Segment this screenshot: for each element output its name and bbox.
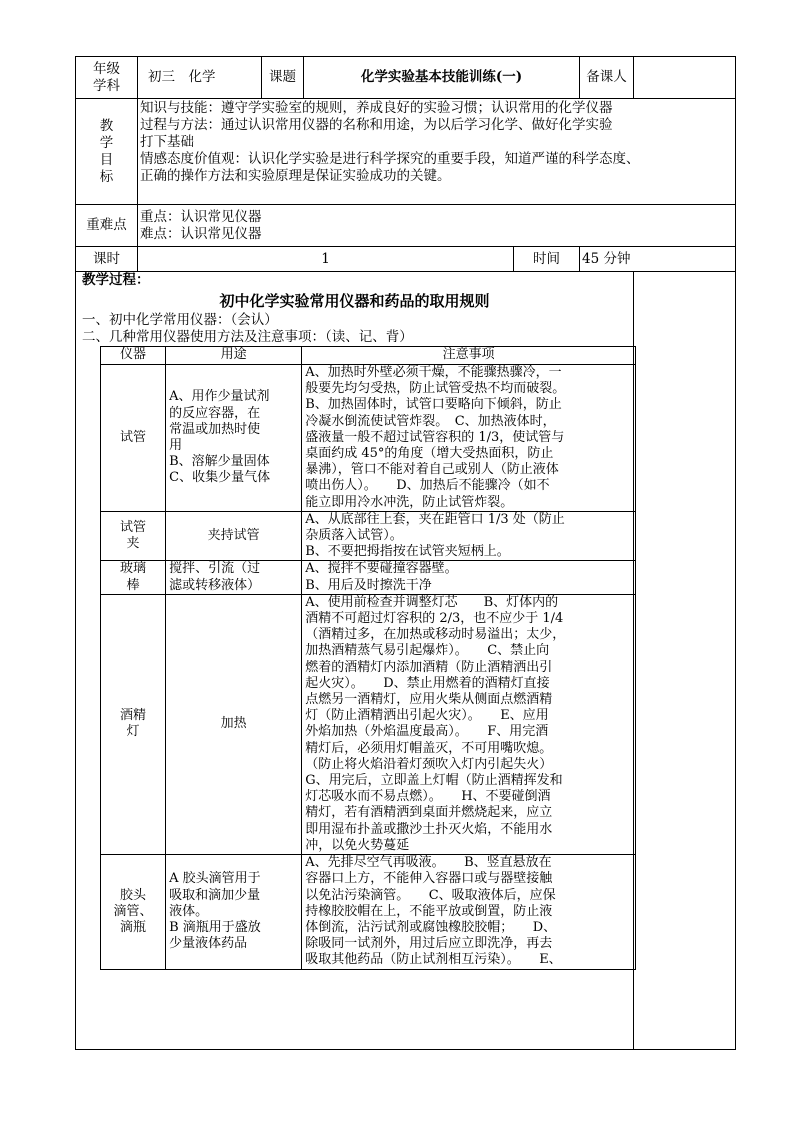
instrument-name-text: 试管 bbox=[120, 519, 147, 535]
note-line: 点燃另一酒精灯，应用火柴从侧面点燃酒精 bbox=[305, 692, 553, 708]
grade-subject-value: 初三 化学 bbox=[138, 57, 262, 99]
note-line: A、搅拌不要碰撞容器壁。 bbox=[305, 561, 458, 577]
note-line: 容器口上方，不能伸入容器口或与器壁接触 bbox=[305, 871, 553, 887]
table-row bbox=[101, 594, 636, 854]
note-line: A、加热时外壁必须干燥，不能骤热骤冷，一 bbox=[305, 365, 562, 380]
note-line: 除吸同一试剂外，用过后应立即洗净，再去 bbox=[305, 936, 553, 952]
period-value: 1 bbox=[138, 247, 514, 272]
objective-line: 知识与技能：遵守学实验室的规则，养成良好的实验习惯；认识常用的化学仪器 bbox=[140, 100, 613, 116]
objective-line: 情感态度价值观：认识化学实验是进行科学探究的重要手段，知道严谨的科学态度、 bbox=[140, 151, 640, 167]
instrument-table bbox=[100, 346, 636, 970]
note-line: 精灯，若有酒精洒到桌面并燃烧起来，应立 bbox=[305, 805, 553, 821]
instrument-name-text: 灯 bbox=[126, 724, 140, 740]
use-line: A 胶头滴管用于 bbox=[169, 871, 261, 887]
objective-line: 正确的操作方法和实验原理是保证实验成功的关键。 bbox=[140, 168, 451, 184]
key-points-content bbox=[138, 205, 736, 247]
note-line: 盛液量一般不超过试管容积的 1/3，使试管与 bbox=[305, 429, 565, 445]
table-row bbox=[101, 561, 636, 594]
use-line: 常温或加热时使 bbox=[169, 421, 261, 437]
header-row bbox=[76, 57, 736, 99]
instrument-name-text: 玻璃 bbox=[120, 561, 147, 577]
objective-line: 打下基础 bbox=[140, 134, 194, 150]
note-line: 桌面约成 45°的角度（增大受热面积，防止 bbox=[305, 446, 554, 462]
note-line: 即用湿布扑盖或撒沙土扑灭火焰，不能用水 bbox=[305, 821, 553, 837]
instrument-use: 加热 bbox=[166, 594, 302, 854]
instrument-name bbox=[101, 594, 166, 854]
note-line: 持橡胶胶帽在上，不能平放或倒置，防止液 bbox=[305, 903, 553, 919]
use-line: 搅拌、引流（过 bbox=[169, 561, 261, 577]
instrument-notes bbox=[302, 855, 636, 969]
use-line: 吸取和滴加少量 bbox=[169, 887, 261, 903]
note-line: 以免沾污染滴管。 C、吸取液体后，应保 bbox=[305, 887, 556, 903]
note-line: （防止将火焰沿着灯颈吹入灯内引起失火） bbox=[305, 756, 553, 772]
section-2-heading: 二、几种常用仪器使用方法及注意事项：（读、记、背） bbox=[82, 329, 413, 345]
objectives-content bbox=[138, 99, 736, 205]
instrument-notes bbox=[302, 594, 636, 854]
instrument-notes bbox=[302, 365, 636, 512]
process-row bbox=[76, 272, 736, 1050]
process-title: 初中化学实验常用仪器和药品的取用规则 bbox=[219, 292, 490, 310]
topic-value: 化学实验基本技能训练(一) bbox=[304, 57, 580, 99]
note-line: （酒精过多，在加热或移动时易溢出；太少， bbox=[305, 627, 566, 643]
period-row bbox=[76, 247, 736, 272]
note-line: 灯芯吸水而不易点燃）。 H、不要碰倒酒 bbox=[305, 789, 551, 805]
instrument-name-text: 滴瓶 bbox=[120, 919, 147, 935]
table-row bbox=[101, 855, 636, 969]
process-label: 教学过程： bbox=[82, 272, 150, 288]
note-line: 灯（防止酒精洒出引起火灾）。 E、应用 bbox=[305, 708, 549, 724]
instrument-use bbox=[166, 561, 302, 594]
instrument-notes bbox=[302, 511, 636, 561]
header-notes: 注意事项 bbox=[302, 347, 636, 365]
note-line: 起火灾）。 D、禁止用燃着的酒精灯直接 bbox=[305, 675, 550, 691]
note-line: 冷凝水倒流使试管炸裂。 C、加热液体时， bbox=[305, 413, 556, 429]
use-line: B、溶解少量固体 bbox=[169, 454, 270, 470]
table-row bbox=[101, 365, 636, 512]
objectives-label bbox=[76, 99, 138, 205]
instrument-name-text: 酒精 bbox=[120, 708, 147, 724]
note-line: 精灯后，必须用灯帽盖灭，不可用嘴吹熄。 bbox=[305, 740, 553, 756]
use-line: 用 bbox=[169, 437, 183, 453]
note-line: 杂质落入试管）。 bbox=[305, 528, 403, 544]
instrument-name bbox=[101, 511, 166, 561]
objectives-row bbox=[76, 99, 736, 205]
teacher-label: 备课人 bbox=[580, 57, 634, 99]
objectives-label-char: 标 bbox=[99, 168, 114, 185]
instrument-notes bbox=[302, 561, 636, 594]
note-line: G、用完后，立即盖上灯帽（防止酒精挥发和 bbox=[305, 773, 563, 789]
note-line: 燃着的酒精灯内添加酒精（防止酒精洒出引 bbox=[305, 659, 553, 675]
instrument-name-text: 滴管、 bbox=[113, 903, 153, 919]
process-side-cell bbox=[634, 272, 736, 1050]
header-instrument: 仪器 bbox=[101, 347, 166, 365]
instrument-name bbox=[101, 561, 166, 594]
time-label: 时间 bbox=[514, 247, 580, 272]
instrument-use bbox=[166, 855, 302, 969]
key-points-label: 重难点 bbox=[76, 205, 138, 247]
note-line: B、用后及时擦洗干净 bbox=[305, 577, 432, 593]
objectives-label-char: 目 bbox=[99, 151, 114, 168]
teacher-value bbox=[634, 57, 736, 99]
use-line: 液体。 bbox=[169, 903, 209, 919]
note-line: 般要先均匀受热，防止试管受热不均而破裂。 bbox=[305, 381, 566, 397]
instrument-name-text: 棒 bbox=[126, 577, 140, 593]
grade-label: 年级 bbox=[93, 60, 120, 77]
use-line: 滤或转移液体） bbox=[169, 577, 261, 593]
note-line: B、加热固体时，试管口要略向下倾斜，防止 bbox=[305, 397, 562, 413]
objectives-label-char: 教 bbox=[99, 117, 114, 134]
instrument-name-text: 试管 bbox=[120, 429, 147, 445]
note-line: 酒精不可超过灯容积的 2/3，也不应少于 1/4 bbox=[305, 611, 564, 627]
note-line: 喷出伤人）。 D、加热后不能骤冷（如不 bbox=[305, 478, 550, 494]
subject-label: 学科 bbox=[93, 77, 120, 94]
instrument-use bbox=[166, 365, 302, 512]
topic-label: 课题 bbox=[262, 57, 304, 99]
lesson-plan-table bbox=[75, 56, 736, 1050]
instrument-name bbox=[101, 855, 166, 969]
process-content bbox=[76, 272, 634, 1050]
use-line: 的反应容器，在 bbox=[169, 405, 261, 421]
use-line: 少量液体药品 bbox=[169, 936, 248, 952]
header-use: 用途 bbox=[166, 347, 302, 365]
note-line: A、使用前检查并调整灯芯 B、灯体内的 bbox=[305, 594, 559, 610]
section-1-heading: 一、初中化学常用仪器：（会认） bbox=[82, 312, 278, 328]
use-line: A、用作少量试剂 bbox=[169, 389, 270, 405]
instrument-name-text: 夹 bbox=[126, 536, 140, 552]
instrument-table-header bbox=[101, 347, 636, 365]
instrument-name bbox=[101, 365, 166, 512]
note-line: B、不要把拇指按在试管夹短柄上。 bbox=[305, 544, 510, 560]
note-line: 冲，以免火势蔓延 bbox=[305, 837, 410, 853]
note-line: 加热酒精蒸气易引起爆炸）。 C、禁止向 bbox=[305, 643, 550, 659]
objectives-label-char: 学 bbox=[99, 134, 114, 151]
lesson-plan-page bbox=[75, 56, 735, 1052]
table-row bbox=[101, 511, 636, 561]
note-line: 外焰加热（外焰温度最高）。 F、用完酒 bbox=[305, 724, 549, 740]
note-line: 能立即用冷水冲洗，防止试管炸裂。 bbox=[305, 494, 514, 510]
use-line: C、收集少量气体 bbox=[169, 470, 271, 486]
grade-subject-label bbox=[76, 57, 138, 99]
time-value: 45 分钟 bbox=[580, 247, 736, 272]
use-line: B 滴瓶用于盛放 bbox=[169, 919, 261, 935]
key-point-line: 重点：认识常见仪器 bbox=[140, 208, 262, 225]
note-line: 体倒流，沾污试剂或腐蚀橡胶胶帽； D、 bbox=[305, 919, 557, 935]
note-line: A、从底部往上套，夹在距管口 1/3 处（防止 bbox=[305, 511, 565, 527]
key-point-line: 难点：认识常见仪器 bbox=[140, 225, 262, 242]
note-line: 暴沸），管口不能对着自己或别人（防止液体 bbox=[305, 462, 559, 478]
key-points-row bbox=[76, 205, 736, 247]
period-label: 课时 bbox=[76, 247, 138, 272]
instrument-use: 夹持试管 bbox=[166, 511, 302, 561]
instrument-name-text: 胶头 bbox=[120, 887, 147, 903]
note-line: A、先排尽空气再吸液。 B、竖直悬放在 bbox=[305, 855, 552, 871]
objective-line: 过程与方法：通过认识常用仪器的名称和用途，为以后学习化学、做好化学实验 bbox=[140, 117, 613, 133]
note-line: 吸取其他药品（防止试剂相互污染）。 E、 bbox=[305, 952, 562, 968]
